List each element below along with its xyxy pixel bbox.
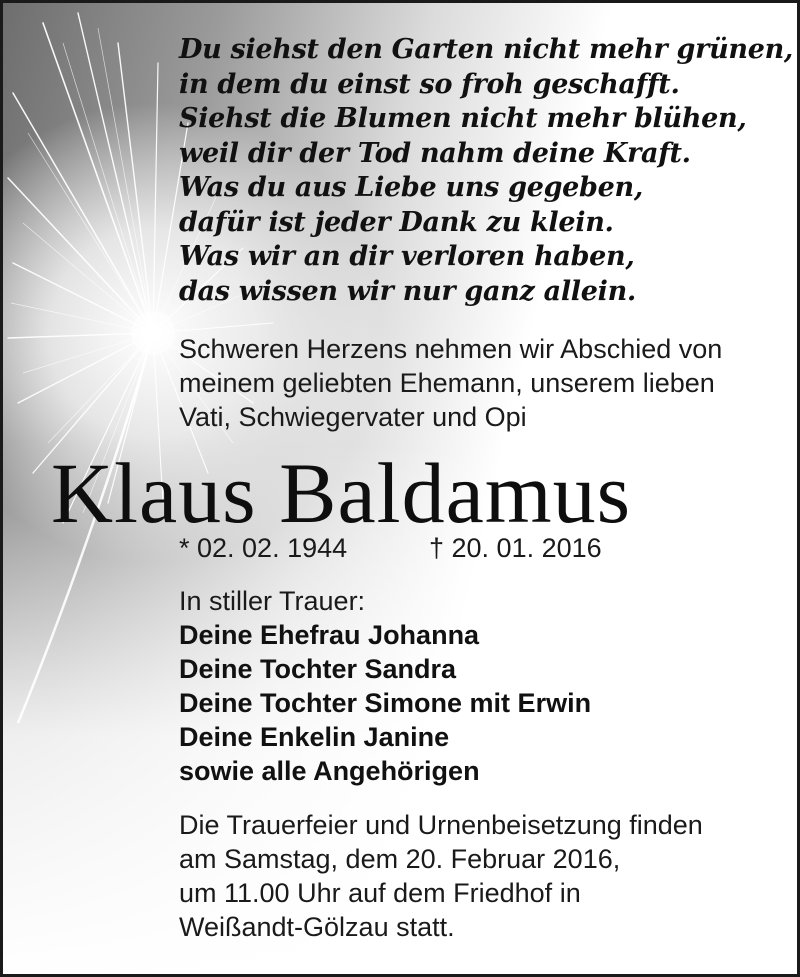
mourners-lead: In stiller Trauer: [179, 586, 366, 616]
poem-line: Was wir an dir verloren haben, [179, 241, 635, 272]
intro-line: Schweren Herzens nehmen wir Abschied von [179, 334, 723, 364]
poem-line: Du siehst den Garten nicht mehr grünen, [179, 34, 794, 65]
mourners-list [179, 584, 779, 788]
service-line: Die Trauerfeier und Urnenbeisetzung finden [179, 810, 703, 840]
poem-line: Was du aus Liebe uns gegeben, [179, 172, 643, 203]
service-details [179, 808, 789, 944]
poem-line: weil dir der Tod nahm deine Kraft. [179, 137, 691, 169]
poem-line: in dem du einst so froh geschafft. [179, 68, 680, 100]
mourner-name: sowie alle Angehörigen [179, 756, 480, 786]
intro-line: meinem geliebten Ehemann, unserem lieben [179, 368, 715, 398]
service-line: Weißandt-Gölzau statt. [179, 912, 455, 942]
mourner-name: Deine Enkelin Janine [179, 722, 450, 752]
birth-date: * 02. 02. 1944 [179, 533, 348, 563]
mourner-name: Deine Ehefrau Johanna [179, 620, 480, 650]
service-line: um 11.00 Uhr auf dem Friedhof in [179, 878, 581, 908]
mourner-name: Deine Tochter Simone mit Erwin [179, 688, 592, 718]
poem-line: das wissen wir nur ganz allein. [179, 275, 637, 307]
mourner-name: Deine Tochter Sandra [179, 654, 457, 684]
farewell-intro [179, 332, 789, 434]
intro-line: Vati, Schwiegervater und Opi [179, 402, 527, 432]
deceased-name: Klaus Baldamus [51, 445, 632, 541]
death-date: † 20. 01. 2016 [429, 533, 602, 563]
service-line: am Samstag, dem 20. Februar 2016, [179, 844, 621, 874]
life-dates [179, 531, 779, 565]
memorial-poem [179, 33, 794, 309]
poem-line: dafür ist jeder Dank zu klein. [179, 206, 614, 238]
poem-line: Siehst die Blumen nicht mehr blühen, [179, 103, 747, 134]
